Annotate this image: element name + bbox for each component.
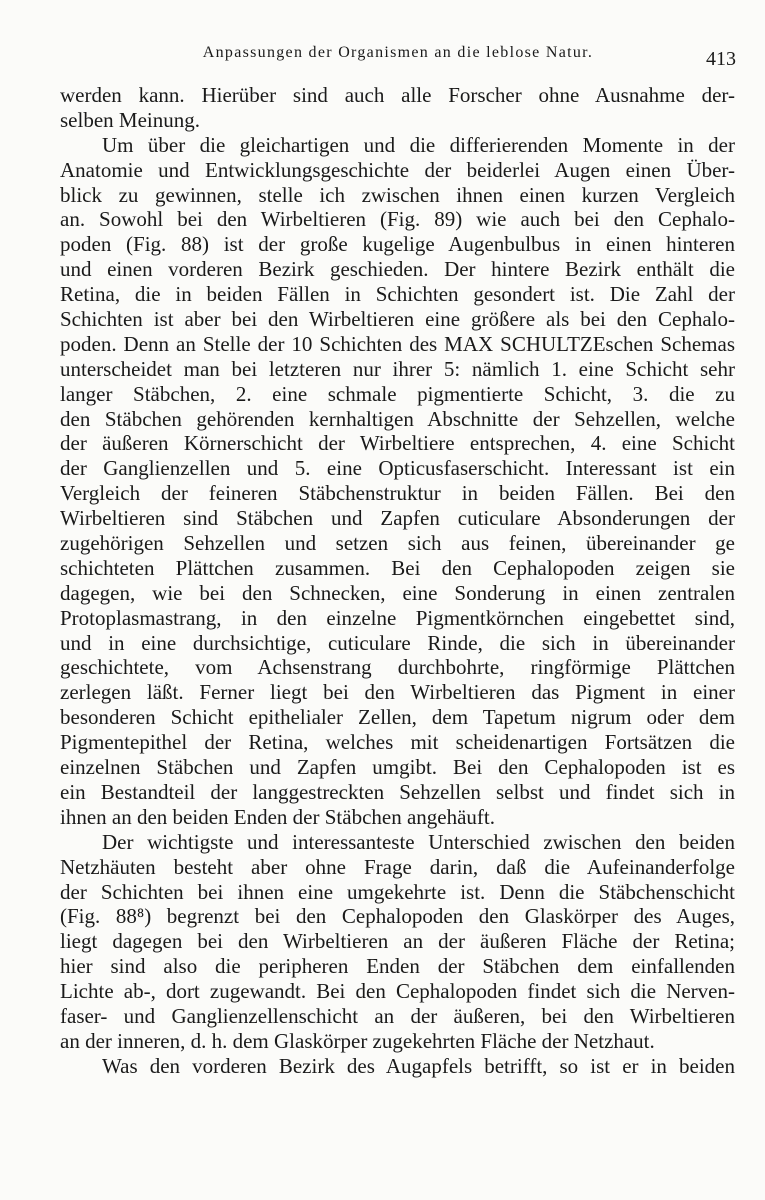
text-line: an. Sowohl bei den Wirbeltieren (Fig. 89) wie auch bei den Cephalo- [60,207,735,232]
text-line: einzelnen Stäbchen und Zapfen umgibt. Bei den Cephalopoden ist es [60,755,735,780]
text-line: Protoplasmastrang, in den einzelne Pigmentkörnchen eingebettet sind, [60,605,735,630]
text-line: besonderen Schicht epithelialer Zellen, dem Tapetum nigrum oder dem [60,705,735,730]
text-line: Schichten ist aber bei den Wirbeltieren eine größere als bei den Cephalo- [60,307,735,332]
text-line: Vergleich der feineren Stäbchenstruktur in beiden Fällen. Bei den [60,481,735,506]
text-line: den Stäbchen gehörenden kernhaltigen Abschnitte der Sehzellen, welche [60,406,735,431]
text-line: poden. Denn an Stelle der 10 Schichten des MAX SCHULTZEschen Schemas [60,331,735,356]
text-line: ein Bestandteil der langgestreckten Sehzellen selbst und findet sich in [60,779,735,804]
body-text [60,83,735,1079]
text-line: und einen vorderen Bezirk geschieden. Der hintere Bezirk enthält die [60,257,735,282]
text-line: zerlegen läßt. Ferner liegt bei den Wirbeltieren das Pigment in einer [60,680,735,705]
text-line: unterscheidet man bei letzteren nur ihrer 5: nämlich 1. eine Schicht sehr [60,356,735,381]
text-line: geschichtete, vom Achsenstrang durchbohrte, ringförmige Plättchen [60,655,735,680]
text-line: Pigmentepithel der Retina, welches mit scheidenartigen Fortsätzen die [60,730,735,755]
text-line: liegt dagegen bei den Wirbeltieren an der äußeren Fläche der Retina; [60,929,735,954]
paragraph [60,1054,735,1079]
text-line: zugehörigen Sehzellen und setzen sich aus feinen, übereinander ge [60,531,735,556]
page-number: 413 [706,48,736,70]
text-line: Retina, die in beiden Fällen in Schichten gesondert ist. Die Zahl der [60,282,735,307]
text-line: Um über die gleichartigen und die differierenden Momente in der [102,132,735,157]
text-line: selben Meinung. [60,107,200,132]
text-line: Netzhäuten besteht aber ohne Frage darin, daß die Aufeinanderfolge [60,854,735,879]
text-line: dagegen, wie bei den Schnecken, eine Sonderung in einen zentralen [60,580,735,605]
text-line: Was den vorderen Bezirk des Augapfels betrifft, so ist er in beiden [102,1053,735,1078]
text-line: und in eine durchsichtige, cuticulare Rinde, die sich in übereinander [60,630,735,655]
text-line: (Fig. 88⁸) begrenzt bei den Cephalopoden den Glaskörper des Auges, [60,904,735,929]
text-line: der Schichten bei ihnen eine umgekehrte ist. Denn die Stäbchenschicht [60,879,735,904]
text-line: Lichte ab-, dort zugewandt. Bei den Cephalopoden findet sich die Nerven- [60,979,735,1004]
text-line: Der wichtigste und interessanteste Unterschied zwischen den beiden [102,829,735,854]
text-line: ihnen an den beiden Enden der Stäbchen angehäuft. [60,804,496,829]
paragraph [60,83,735,133]
text-line: an der inneren, d. h. dem Glaskörper zugekehrten Fläche der Netzhaut. [60,1028,655,1053]
text-line: schichteten Plättchen zusammen. Bei den Cephalopoden zeigen sie [60,555,735,580]
paragraph [60,133,735,830]
text-line: Anatomie und Entwicklungsgeschichte der beiderlei Augen einen Über- [60,157,735,182]
running-head: Anpassungen der Organismen an die leblose Natur. [202,44,594,61]
paragraph [60,830,735,1054]
text-line: poden (Fig. 88) ist der große kugelige Augenbulbus in einen hinteren [60,232,735,257]
page-header [60,40,736,70]
text-line: blick zu gewinnen, stelle ich zwischen ihnen einen kurzen Vergleich [60,182,735,207]
text-line: werden kann. Hierüber sind auch alle Forscher ohne Ausnahme der- [60,83,735,107]
text-line: hier sind also die peripheren Enden der Stäbchen dem einfallenden [60,954,735,979]
text-line: der Ganglienzellen und 5. eine Opticusfaserschicht. Interessant ist ein [60,456,735,481]
text-line: Wirbeltieren sind Stäbchen und Zapfen cuticulare Absonderungen der [60,506,735,531]
text-line: faser- und Ganglienzellenschicht an der äußeren, bei den Wirbeltieren [60,1003,735,1028]
text-line: langer Stäbchen, 2. eine schmale pigmentierte Schicht, 3. die zu [60,381,735,406]
text-line: der äußeren Körnerschicht der Wirbeltiere entsprechen, 4. eine Schicht [60,431,735,456]
